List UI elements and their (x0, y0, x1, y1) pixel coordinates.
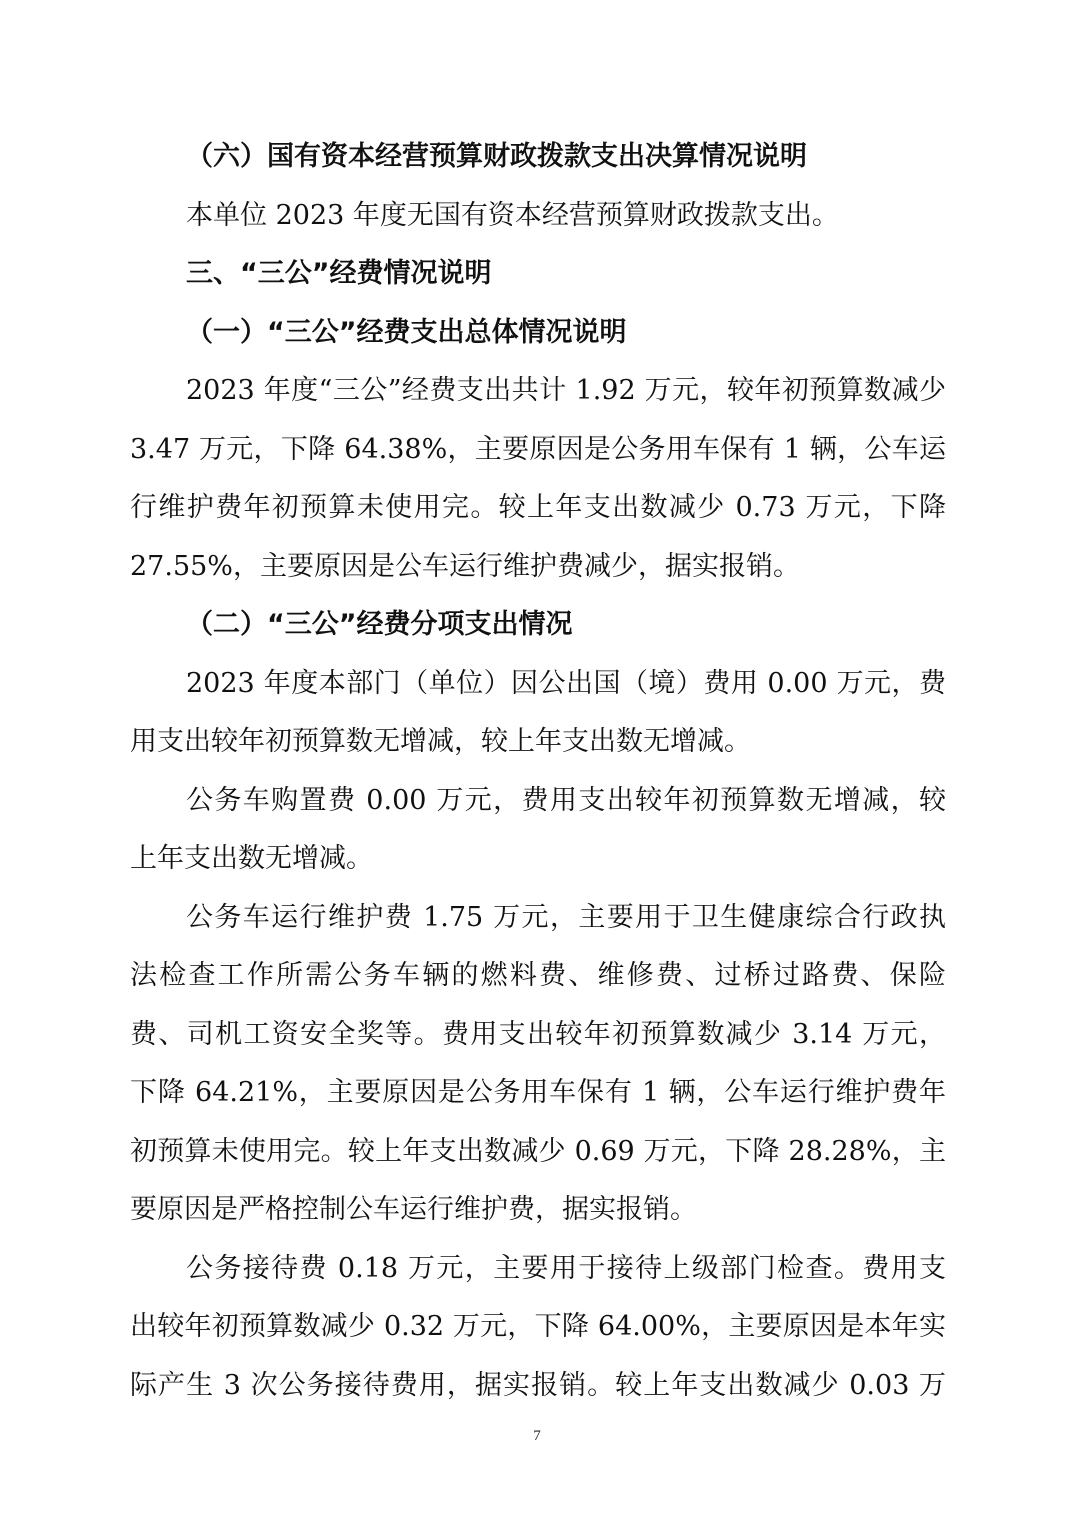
paragraph (130, 1240, 946, 1416)
paragraph-line: 2023 年度“三公”经费支出共计 1.92 万元，较年初预算数减少 (186, 375, 946, 406)
paragraph-line: 法检查工作所需公务车辆的燃料费、维修费、过桥过路费、保险 (130, 960, 946, 991)
paragraph-line: 公务车购置费 0.00 万元，费用支出较年初预算数无增减，较 (186, 784, 946, 816)
paragraph (130, 655, 946, 772)
paragraph-line: 初预算未使用完。较上年支出数减少 0.69 万元，下降 28.28%，主 (130, 1135, 946, 1167)
paragraph-line: 费、司机工资安全奖等。费用支出较年初预算数减少 3.14 万元， (130, 1018, 946, 1050)
paragraph-line: 出较年初预算数减少 0.32 万元，下降 64.00%，主要原因是本年实 (130, 1311, 946, 1342)
paragraph-line: 公务接待费 0.18 万元，主要用于接待上级部门检查。费用支 (186, 1252, 946, 1284)
paragraph-line: 用支出较年初预算数无增减，较上年支出数无增减。 (130, 726, 751, 757)
section-heading: （六）国有资本经营预算财政拨款支出决算情况说明 (186, 141, 807, 172)
paragraph-line: 3.47 万元，下降 64.38%，主要原因是公务用车保有 1 辆，公车运 (130, 433, 946, 465)
paragraph-line: 行维护费年初预算未使用完。较上年支出数减少 0.73 万元，下降 (130, 492, 946, 523)
paragraph (130, 362, 946, 596)
paragraph-line: 公务车运行维护费 1.75 万元，主要用于卫生健康综合行政执 (186, 901, 946, 933)
paragraph-line: 下降 64.21%，主要原因是公务用车保有 1 辆，公车运行维护费年 (130, 1077, 946, 1108)
paragraph (130, 772, 946, 889)
document-body (130, 128, 946, 1415)
section-heading: （二）“三公”经费分项支出情况 (186, 609, 573, 640)
paragraph-line: 27.55%，主要原因是公车运行维护费减少，据实报销。 (130, 550, 800, 582)
paragraph (130, 889, 946, 1240)
section-heading: 三、“三公”经费情况说明 (186, 258, 492, 289)
paragraph-line: 际产生 3 次公务接待费用，据实报销。较上年支出数减少 0.03 万 (130, 1369, 946, 1401)
paragraph-line: 2023 年度本部门（单位）因公出国（境）费用 0.00 万元，费 (186, 667, 946, 699)
paragraph (130, 187, 946, 246)
paragraph-line: 要原因是严格控制公车运行维护费，据实报销。 (130, 1194, 697, 1225)
section-heading: （一）“三公”经费支出总体情况说明 (186, 316, 627, 348)
paragraph-line: 本单位 2023 年度无国有资本经营预算财政拨款支出。 (186, 199, 839, 231)
paragraph-line: 上年支出数无增减。 (130, 843, 373, 874)
page-number: 7 (533, 1428, 541, 1444)
